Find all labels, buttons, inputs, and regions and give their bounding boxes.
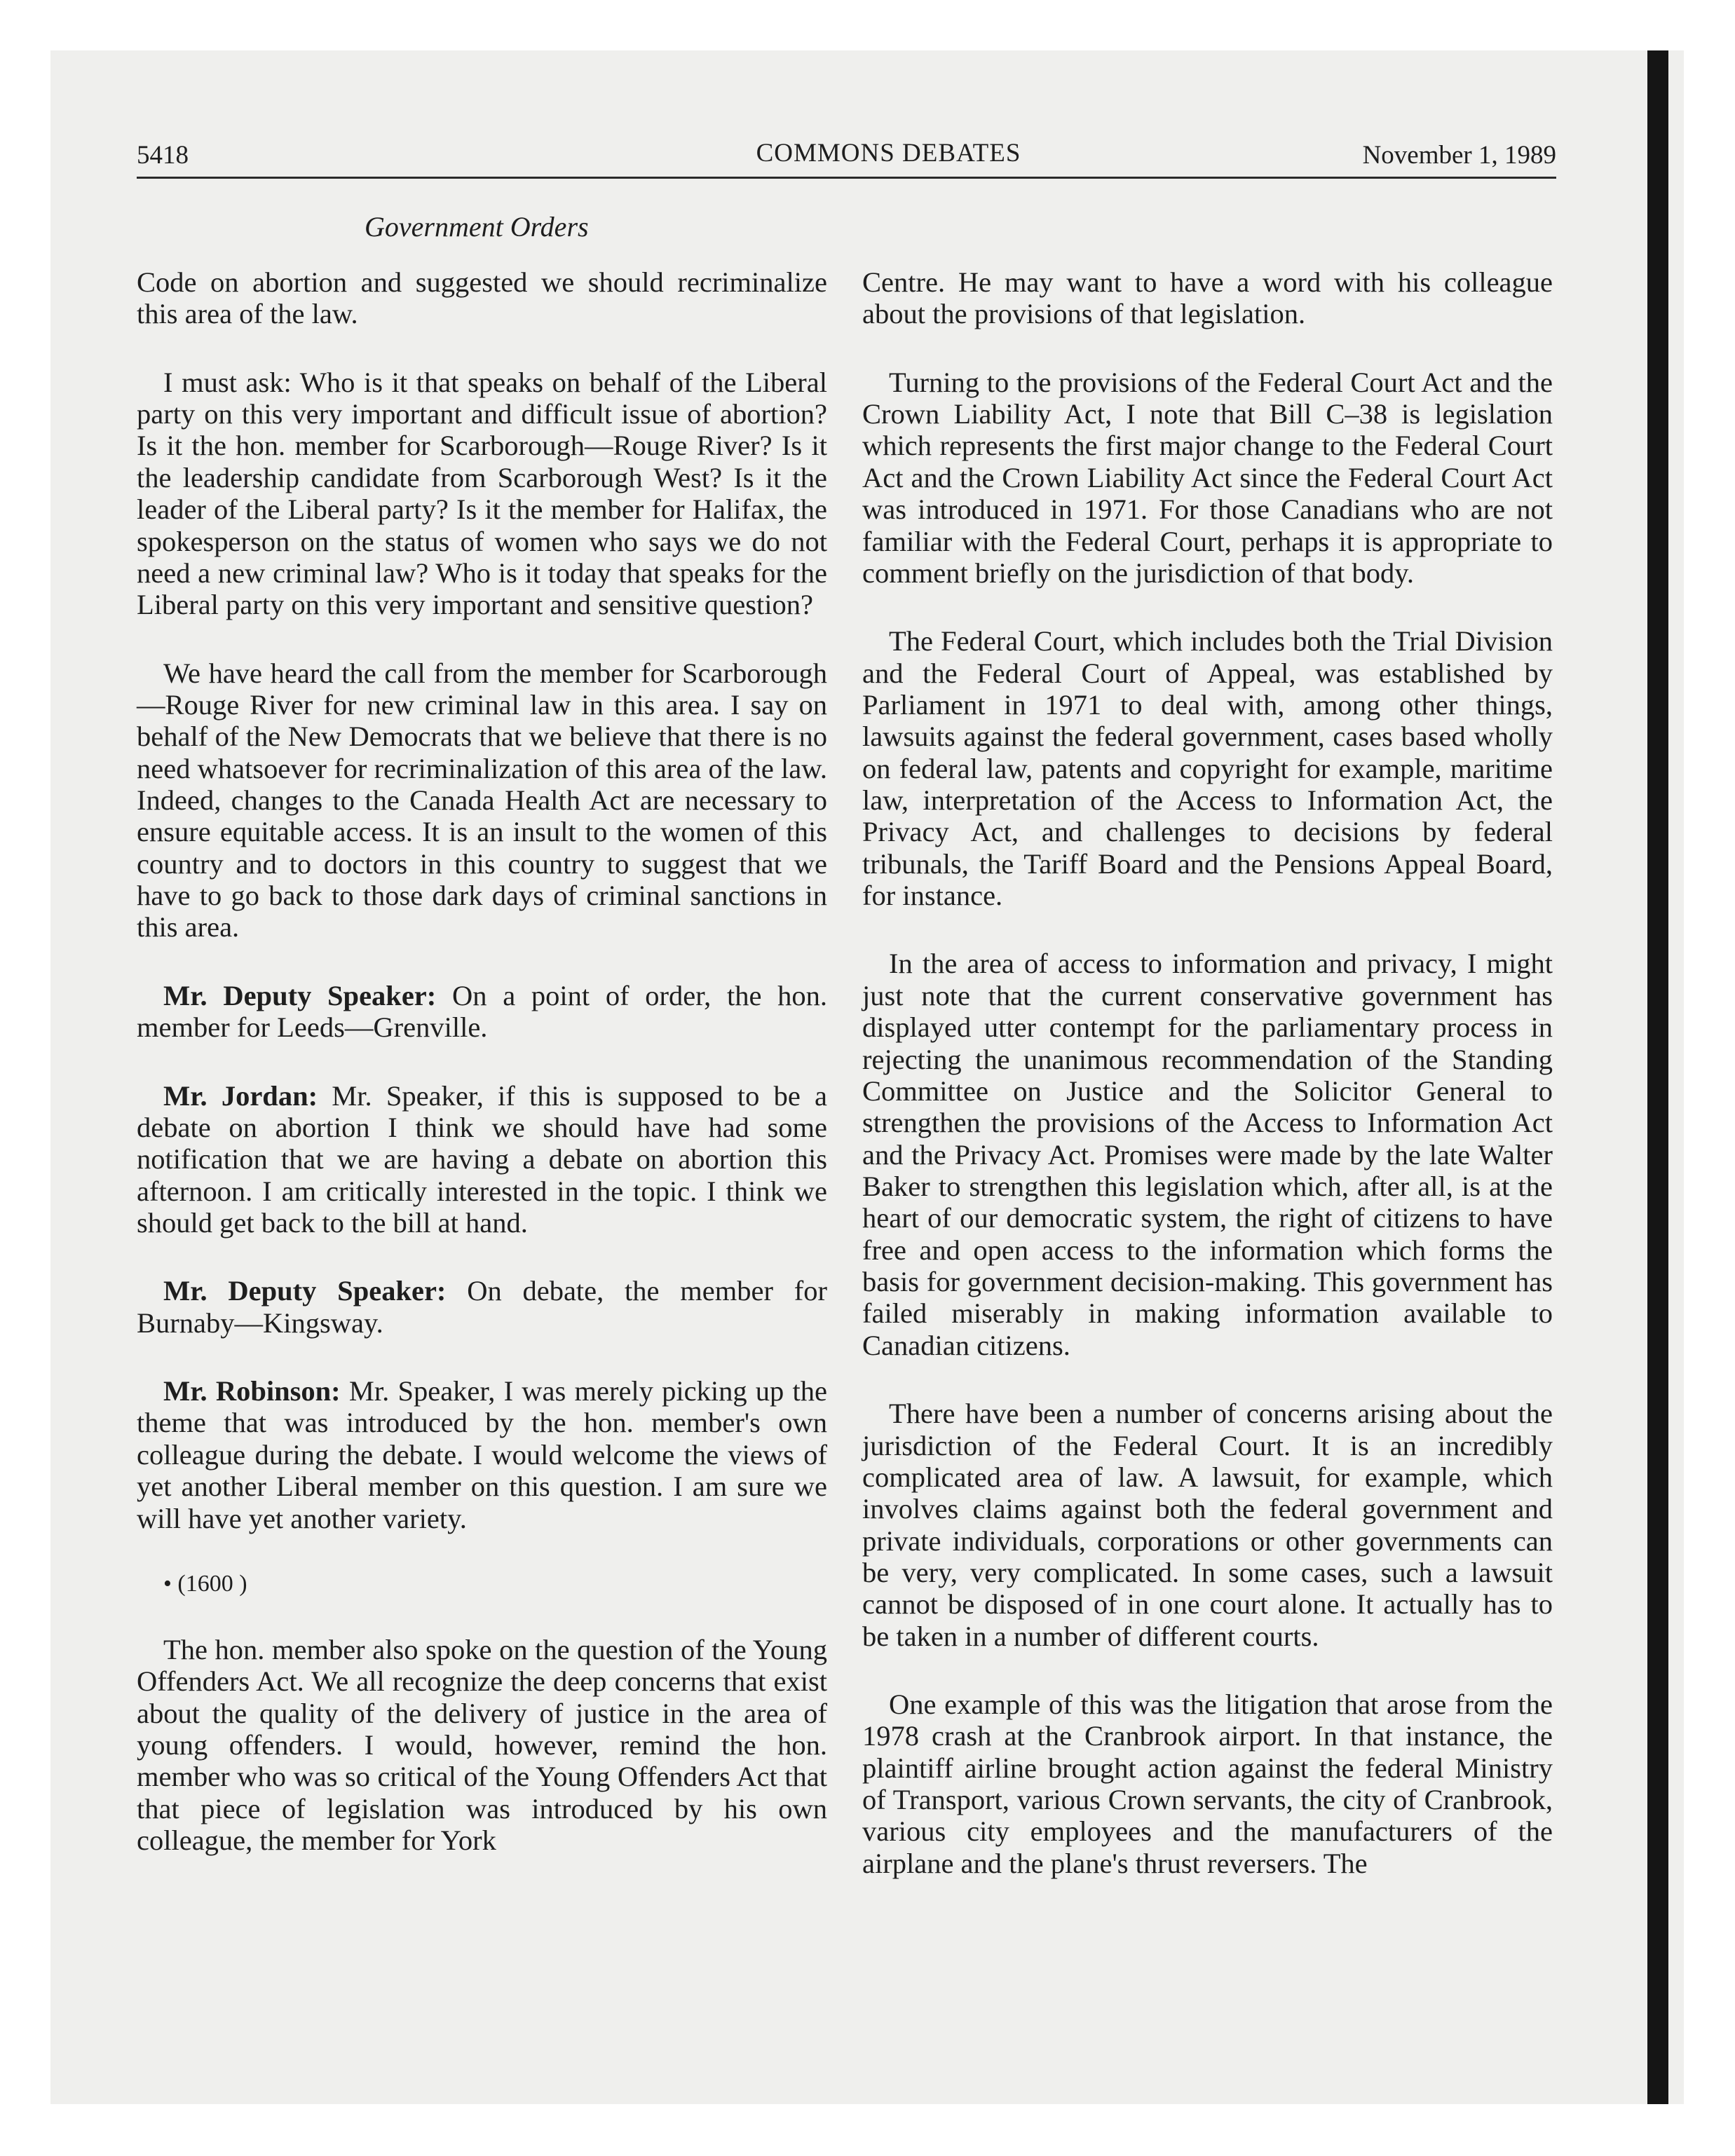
speech-text: Mr. Speaker, if this is supposed to be a debate on abortion I think we should have had some notification that we are having a debate on abortion this afternoon. I am critically interested in the topic. I think we should get back to the bill at hand. (137, 1079, 827, 1239)
speech-text: On debate, the member for Burnaby—Kingsway. (137, 1275, 828, 1339)
right-column (862, 266, 1553, 1916)
speaker-name: Mr. Deputy Speaker: (163, 1275, 447, 1307)
paragraph: Turning to the provisions of the Federal Court Act and the Crown Liability Act, I note that Bill C–38 is legislation which represents the first major change to the Federal Court Act and the Crown Liability Act since the Federal Court Act was introduced in 1971. For those Canadians who are not familiar with the Federal Court, perhaps it is appropriate to comment briefly on the jurisdiction of that body. (862, 366, 1553, 589)
paragraph: The Federal Court, which includes both the Trial Division and the Federal Court of Appeal, was established by Parliament in 1971 to deal with, among other things, lawsuits against the federal government, cases based wholly on federal law, patents and copyright for example, maritime law, interpretation of the Access to Information Act, the Privacy Act, and challenges to decisions by federal tribunals, the Tariff Board and the Pensions Appeal Board, for instance. (862, 625, 1553, 912)
paragraph: There have been a number of concerns arising about the jurisdiction of the Federal Court. It is an incredibly complicated area of law. A lawsuit, for example, which involves claims against both the federal government and private individuals, corporations or other governments can be very, very complicated. In some cases, such a lawsuit cannot be disposed of in one court alone. It actually has to be taken in a number of different courts. (862, 1398, 1553, 1652)
left-column (137, 266, 827, 1892)
speaker-name: Mr. Jordan: (163, 1079, 318, 1112)
paragraph: Centre. He may want to have a word with his colleague about the provisions of that legislation. (862, 266, 1553, 330)
speech-text: Mr. Speaker, I was merely picking up the theme that was introduced by the hon. member's own colleague during the debate. I would welcome the views of yet another Liberal member on this question. I am sure we will have yet another variety. (137, 1375, 827, 1534)
section-title: Government Orders (365, 211, 589, 243)
page-number: 5418 (137, 141, 189, 170)
publication-title: COMMONS DEBATES (756, 139, 1021, 168)
speaker-paragraph (137, 980, 827, 1044)
header-date: November 1, 1989 (1362, 141, 1556, 170)
speaker-name: Mr. Robinson: (163, 1375, 341, 1407)
paragraph: The hon. member also spoke on the question of the Young Offenders Act. We all recognize the deep concerns that exist about the quality of the delivery of justice in the area of young offenders. I would, however, remind the hon. member who was so critical of the Young Offenders Act that that piece of legislation was introduced by his own colleague, the member for York (137, 1633, 827, 1857)
speech-text: On a point of order, the hon. member for Leeds—Grenville. (137, 979, 827, 1044)
header-rule (137, 177, 1556, 179)
speaker-paragraph (137, 1275, 827, 1339)
speaker-paragraph (137, 1080, 827, 1239)
scan-edge-bar (1647, 50, 1668, 2104)
paragraph: One example of this was the litigation that arose from the 1978 crash at the Cranbrook airport. In that instance, the plaintiff airline brought action against the federal Ministry of Transport, various Crown servants, the city of Cranbrook, various city employees and the manufacturers of the airplane and the plane's thrust reversers. The (862, 1688, 1553, 1879)
paragraph: I must ask: Who is it that speaks on behalf of the Liberal party on this very important and difficult issue of abortion? Is it the hon. member for Scarborough—Rouge River? Is it the leadership candidate from Scarborough West? Is it the leader of the Liberal party? Is it the member for Halifax, the spokesperson on the status of women who says we do not need a new criminal law? Who is it today that speaks for the Liberal party on this very important and sensitive question? (137, 366, 827, 621)
paragraph: Code on abortion and suggested we should recriminalize this area of the law. (137, 266, 827, 330)
paragraph: In the area of access to information and privacy, I might just note that the current conservative government has displayed utter contempt for the parliamentary process in rejecting the unanimous recommendation of the Standing Committee on Justice and the Solicitor General to strengthen the provisions of the Access to Information Act and the Privacy Act. Promises were made by the late Walter Baker to strengthen this legislation which, after all, is at the heart of our democratic system, the right of citizens to have free and open access to the information which forms the basis for government decision-making. This government has failed miserably in making information available to Canadian citizens. (862, 948, 1553, 1361)
time-marker: • (1600 ) (163, 1570, 247, 1597)
page-header (137, 137, 1556, 179)
speaker-name: Mr. Deputy Speaker: (163, 979, 437, 1011)
speaker-paragraph (137, 1375, 827, 1534)
paragraph: We have heard the call from the member for Scarborough—Rouge River for new criminal law in this area. I say on behalf of the New Democrats that we believe that there is no need whatsoever for recriminalization of this area of the law. Indeed, changes to the Canada Health Act are necessary to ensure equitable access. It is an insult to the women of this country and to doctors in this country to suggest that we have to go back to those dark days of criminal sanctions in this area. (137, 657, 827, 943)
